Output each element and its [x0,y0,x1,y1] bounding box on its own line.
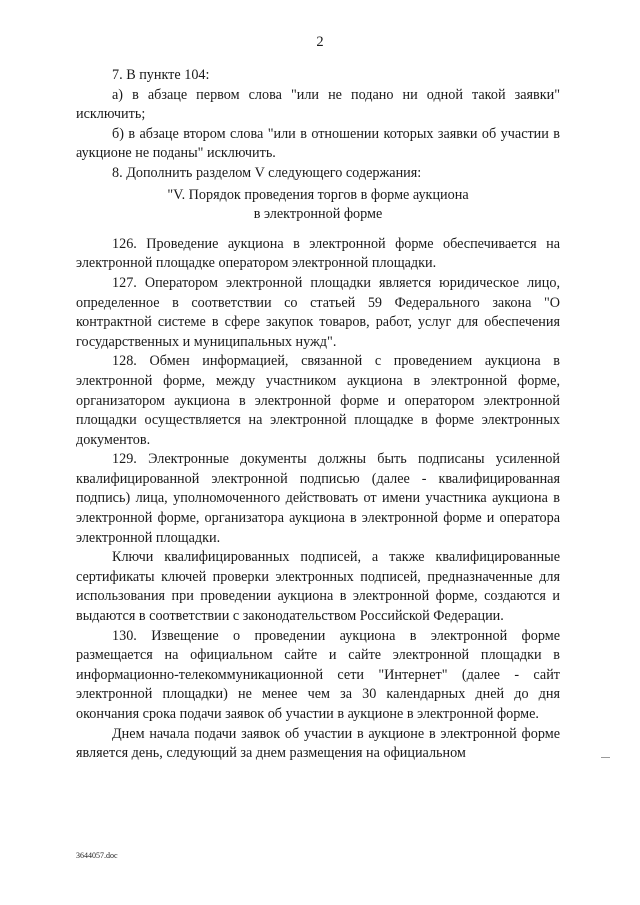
clause-129-keys: Ключи квалифицированных подписей, а также квалифицированные сертификаты ключей проверки электронных подписей, предназначенные для использования при проведении аукциона в электронной форме, создаются и выдаются в соответствии с законодательством Российской Федерации. [76,549,560,625]
clause-127: 127. Оператором электронной площадки является юридическое лицо, определенное в соответствии со статьей 59 Федерального закона "О контрактной системе в сфере закупок товаров, работ, услуг для обеспечения государственных и муниципальных нужд". [76,274,560,350]
item-7-b: б) в абзаце втором слова "или в отношении которых заявки об участии в аукционе не поданы" исключить. [76,125,560,162]
item-7: 7. В пункте 104: [112,67,210,83]
section-title-line2: в электронной форме [253,206,383,223]
item-8: 8. Дополнить разделом V следующего содержания: [112,164,422,181]
margin-tick-mark [601,757,610,758]
item-7-a: а) в абзаце первом слова "или не подано ни одной такой заявки" исключить; [76,86,560,123]
clause-130: 130. Извещение о проведении аукциона в электронной форме размещается на официальном сайте и сайте электронной площадки в информационно-телекоммуникационной сети "Интернет" (далее - сайт электронной площадки) не менее чем за 30 календарных дней до дня окончания срока подачи заявок об участии в аукционе в электронной форме. [76,627,560,722]
footer-file-code: 3644057.doc [76,851,118,860]
clause-129: 129. Электронные документы должны быть подписаны усиленной квалифицированной электронной подписью (далее - квалифицированная подпись) лица, уполномоченного действовать от имени участника аукциона в электронной форме, организатора аукциона в электронной форме и оператора электронной площадки. [76,451,560,546]
page-number: 2 [316,34,324,50]
section-title-line1: "V. Порядок проведения торгов в форме аукциона [167,186,469,203]
clause-130-start-date: Днем начала подачи заявок об участии в аукционе в электронной форме является день, следующий за днем размещения на официальном [76,725,560,762]
section-title [76,186,560,225]
document-body [76,66,560,764]
clause-128: 128. Обмен информацией, связанной с проведением аукциона в электронной форме, между участником аукциона в электронной форме, организатором аукциона в электронной форме и оператором электронной площадки осуществляется на электронной площадке в форме электронных документов. [76,353,560,448]
clause-126: 126. Проведение аукциона в электронной форме обеспечивается на электронной площадке оператором электронной площадки. [76,235,560,272]
